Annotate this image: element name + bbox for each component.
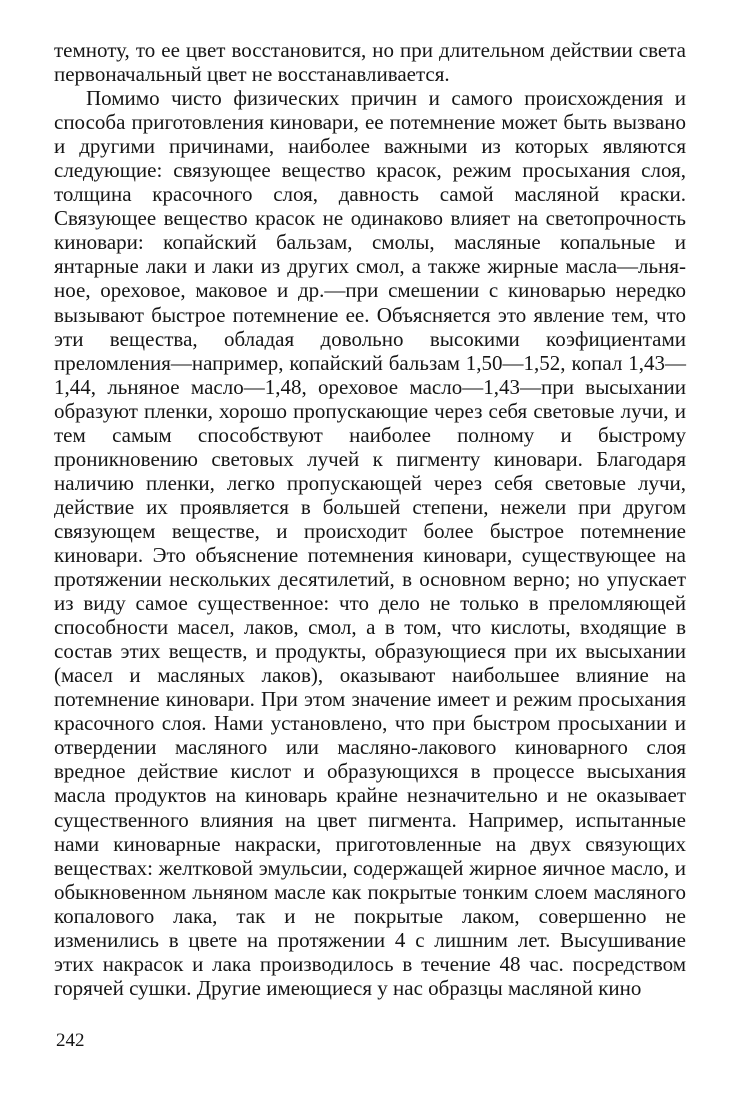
- paragraph-main: Помимо чисто физических причин и самого происхождения и способа приготовления киновари, ее потемнение может быть вызвано и другими причинами, наиболее важными из которых являются следующие: связующее вещество красок, режим просыхания слоя, толщина красочного слоя, давность самой масляной краски. Связующее вещество красок не одинаково влияет на светопрочность киновари: копайский бальзам, смолы, масляные копальные и янтарные лаки и лаки из других смол, а также жирные масла—льняное, ореховое, маковое и др.—при смешении с киноварью нередко вызывают быстрое потемнение ее. Объясняется это явление тем, что эти вещества, обладая довольно высокими коэфициентами преломления—например, копайский бальзам 1,50—1,52, копал 1,43—1,44, льняное масло—1,48, ореховое масло—1,43—при высыхании образуют пленки, хорошо пропускающие через себя световые лучи, и тем самым способствуют наиболее полному и быстрому проникновению световых лучей к пигменту киновари. Благодаря наличию пленки, легко пропускающей через себя световые лучи, действие их проявляется в большей степени, нежели при другом связующем веществе, и происходит более быстрое потемнение киновари. Это объяснение потемнения киновари, существующее на протяжении нескольких десятилетий, в основном верно; но упускает из виду самое существенное: что дело не только в преломляющей способности масел, лаков, смол, а в том, что кислоты, входящие в состав этих веществ, и продукты, образующиеся при их высыхании (масел и масляных лаков), оказывают наибольшее влияние на потемнение киновари. При этом значение имеет и режим просыхания красочного слоя. Нами установлено, что при быстром просыхании и отвердении масляного или масляно-лакового киноварного слоя вредное действие кислот и образующихся в процессе высыхания масла продуктов на киноварь крайне незначительно и не оказывает существенного влияния на цвет пигмента. Например, испытанные нами киноварные накраски, приготовленные на двух связующих веществах: желтковой эмульсии, содержащей жирное яичное масло, и обыкновенном льняном масле как покрытые тонким слоем масляного копалового лака, так и не покрытые лаком, совершенно не изменились в цвете на протяжении 4 с лишним лет. Высушивание этих накрасок и лака производилось в течение 48 час. посредством горячей сушки. Другие имеющиеся у нас образцы масляной кино: [54, 86, 686, 1000]
- page-number: 242: [56, 1030, 85, 1051]
- paragraph-continuation: темноту, то ее цвет восстановится, но при длительном действии света первоначальный цвет не восстанавливается.: [54, 38, 686, 87]
- page-body: [54, 38, 686, 1000]
